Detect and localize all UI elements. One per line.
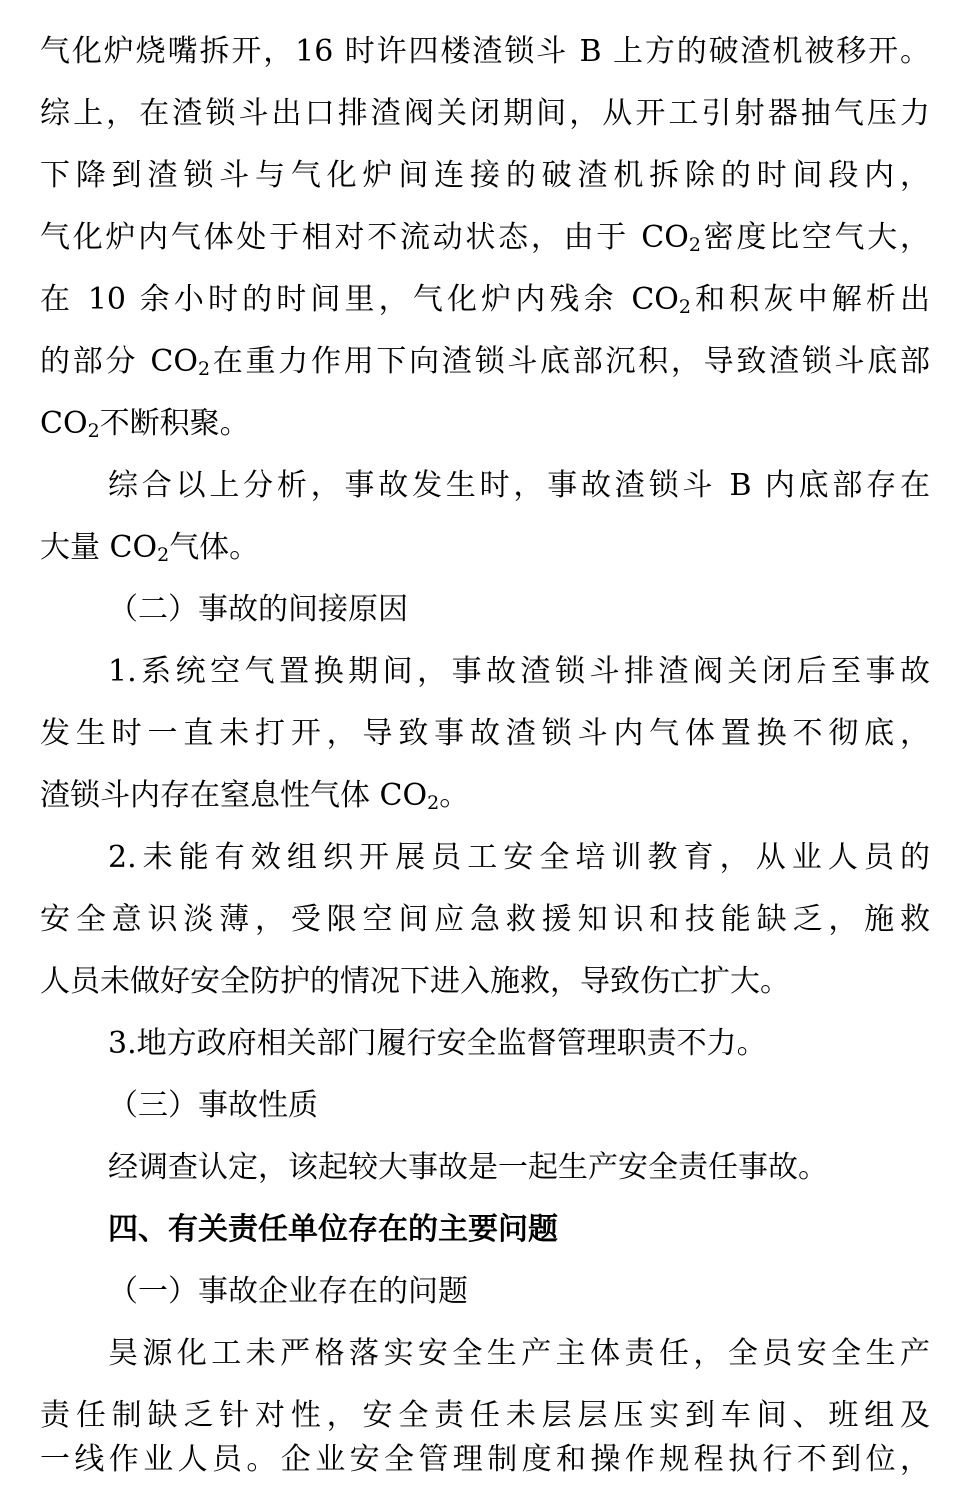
text-line: 在 10 余小时的时间里，气化炉内残余 $CO_2$和积灰中解析出 [40,282,930,318]
text-line: $CO_2$不断积聚。 [40,406,250,442]
text-line: 气化炉烧嘴拆开，16 时许四楼渣锁斗 B 上方的破渣机被移开。 [40,34,930,69]
text-line: 的部分 $CO_2$在重力作用下向渣锁斗底部沉积，导致渣锁斗底部 [40,344,930,380]
text-line: 大量 $CO_2$气体。 [40,530,260,566]
text-line: 下降到渣锁斗与气化炉间连接的破渣机拆除的时间段内， [40,158,930,193]
text-line: 2.未能有效组织开展员工安全培训教育，从业人员的 [108,840,930,875]
chapter-heading: 四、有关责任单位存在的主要问题 [108,1212,558,1247]
section-heading: （三）事故性质 [108,1088,318,1123]
text-line: 渣锁斗内存在窒息性气体 $CO_2$。 [40,778,470,814]
text-line: 1.系统空气置换期间，事故渣锁斗排渣阀关闭后至事故 [108,654,930,689]
section-heading: （二）事故的间接原因 [108,592,408,627]
text-line: 3.地方政府相关部门履行安全监督管理职责不力。 [108,1026,767,1061]
text-line: 发生时一直未打开，导致事故渣锁斗内气体置换不彻底， [40,716,930,751]
text-line: 经调查认定，该起较大事故是一起生产安全责任事故。 [108,1150,828,1185]
text-line: 综合以上分析，事故发生时，事故渣锁斗 B 内底部存在 [108,468,930,503]
section-heading: （一）事故企业存在的问题 [108,1274,468,1309]
text-line: 一线作业人员。企业安全管理制度和操作规程执行不到位， [40,1442,930,1477]
text-line: 综上，在渣锁斗出口排渣阀关闭期间，从开工引射器抽气压力 [40,96,930,131]
text-line: 人员未做好安全防护的情况下进入施救，导致伤亡扩大。 [40,964,790,999]
text-line: 责任制缺乏针对性，安全责任未层层压实到车间、班组及 [40,1398,930,1433]
text-line: 昊源化工未严格落实安全生产主体责任，全员安全生产 [108,1336,930,1371]
text-line: 气化炉内气体处于相对不流动状态，由于 $CO_2$密度比空气大， [40,220,930,256]
text-line: 安全意识淡薄，受限空间应急救援知识和技能缺乏，施救 [40,902,930,937]
